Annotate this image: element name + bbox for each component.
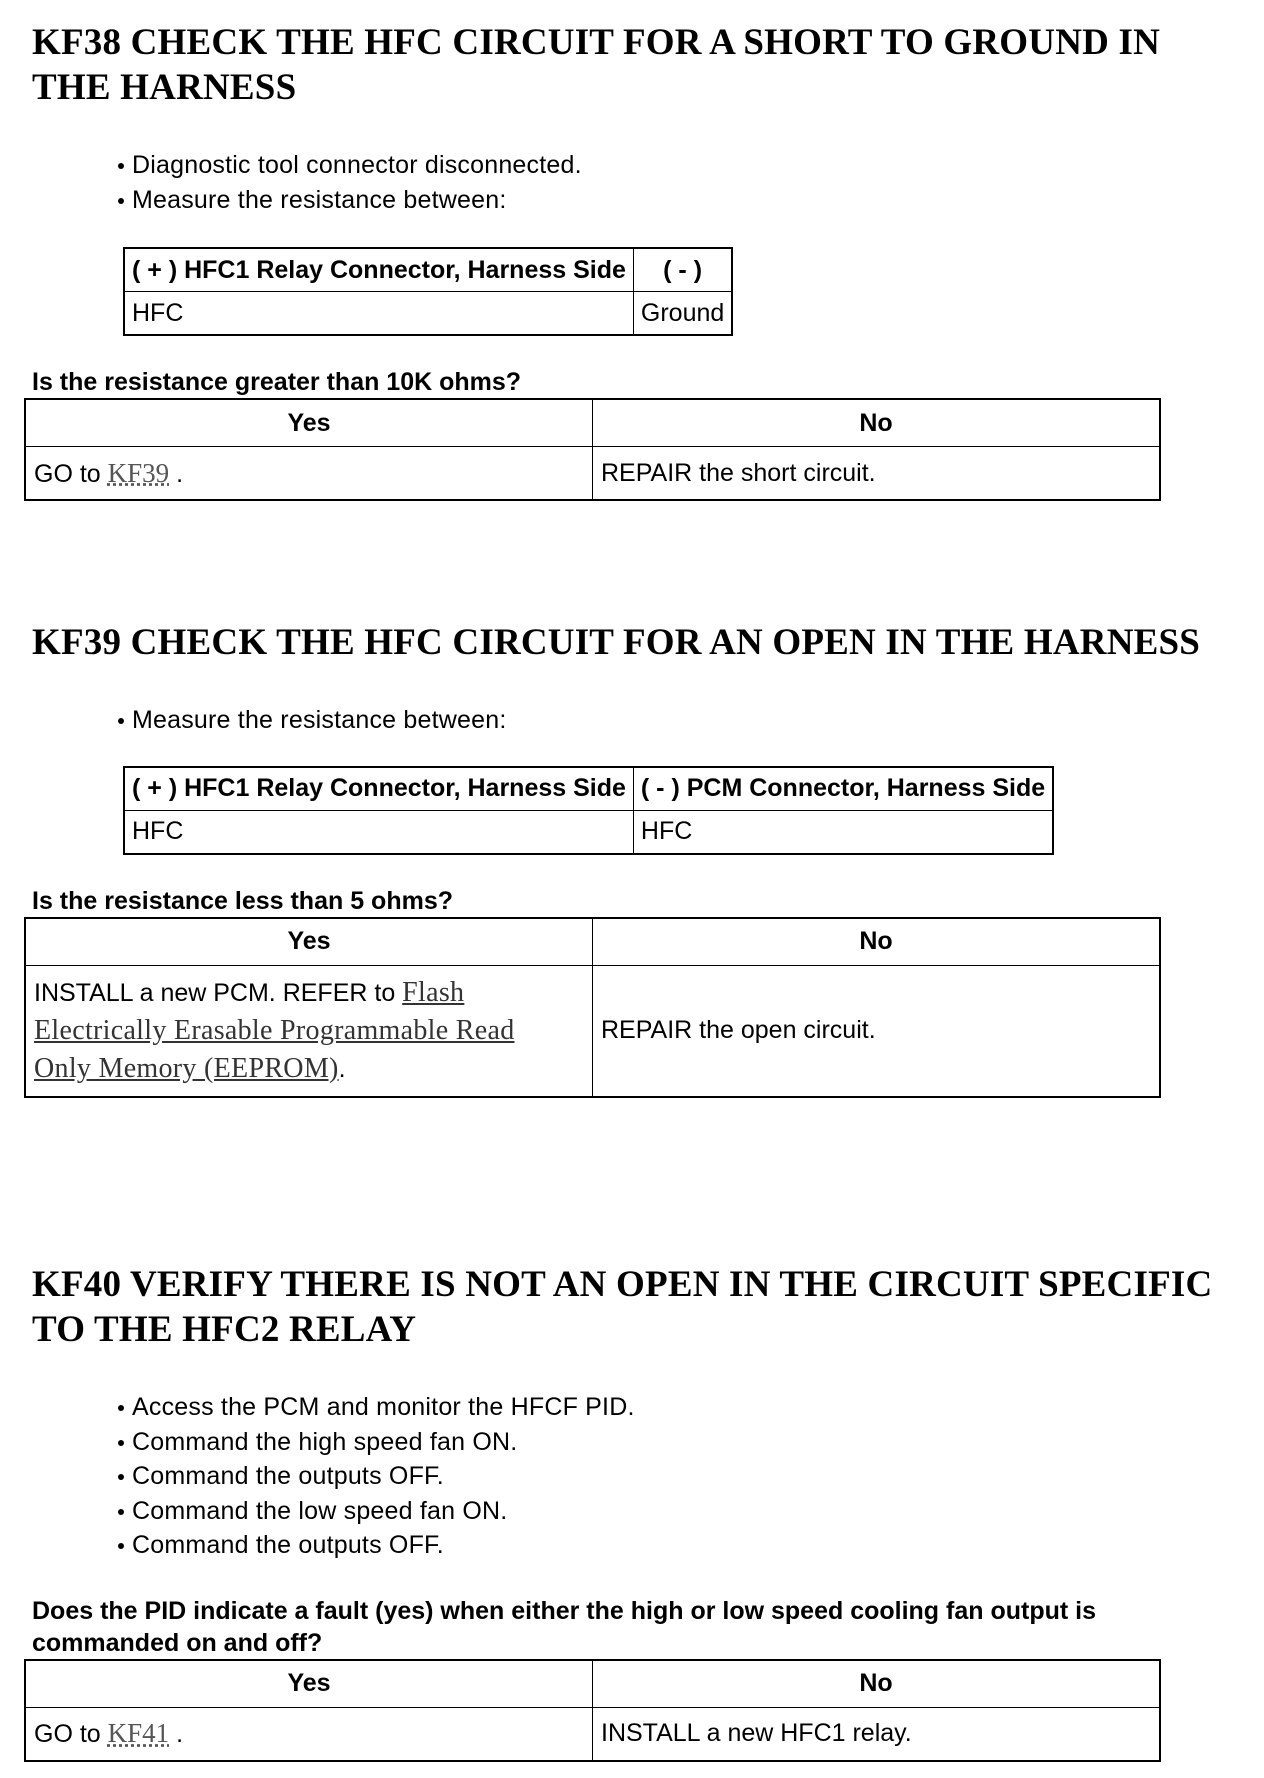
kf39-yes-suffix: . xyxy=(338,1054,346,1083)
kf39-yes-cell xyxy=(25,965,593,1097)
kf40-question: Does the PID indicate a fault (yes) when either the high or low speed cooling fan output is commanded on and off? xyxy=(32,1596,1097,1657)
kf38-answer-table xyxy=(24,398,1161,501)
kf39-question: Is the resistance less than 5 ohms? xyxy=(32,886,453,915)
kf40-goto-link[interactable]: KF41 xyxy=(107,1718,170,1748)
kf40-heading: KF40 VERIFY THERE IS NOT AN OPEN IN THE CIRCUIT SPECIFIC TO THE HFC2 RELAY xyxy=(32,1264,1213,1350)
kf40-step-4: Command the low speed fan ON. xyxy=(115,1494,1264,1529)
kf38-steps xyxy=(115,148,1264,217)
kf38-goto-link[interactable]: KF39 xyxy=(107,457,170,488)
kf39-heading: KF39 CHECK THE HFC CIRCUIT FOR AN OPEN IN THE HARNESS xyxy=(32,622,1201,663)
kf39-no-cell: REPAIR the open circuit. xyxy=(593,965,1161,1097)
kf40-answer-table xyxy=(24,1659,1161,1762)
kf40-yes-suffix: . xyxy=(176,1720,184,1748)
kf38-question: Is the resistance greater than 10K ohms? xyxy=(32,368,522,396)
kf38-yes-header: Yes xyxy=(25,399,593,447)
kf38-step-2: Measure the resistance between: xyxy=(115,183,1264,218)
kf40-no-cell: INSTALL a new HFC1 relay. xyxy=(593,1707,1161,1761)
kf39-step-1: Measure the resistance between: xyxy=(115,703,1264,738)
kf38-no-cell: REPAIR the short circuit. xyxy=(593,447,1161,501)
kf40-yes-header: Yes xyxy=(25,1660,593,1708)
kf39-yes-prefix: INSTALL a new PCM. REFER to xyxy=(34,978,396,1007)
kf38-yes-prefix: GO to xyxy=(34,459,101,488)
kf38-step-1: Diagnostic tool connector disconnected. xyxy=(115,148,1264,183)
kf40-steps xyxy=(115,1390,1264,1563)
kf40-step-1: Access the PCM and monitor the HFCF PID. xyxy=(115,1390,1264,1425)
kf38-measure-cell-positive: HFC xyxy=(124,292,633,336)
kf39-measure-header-negative: ( - ) PCM Connector, Harness Side xyxy=(633,767,1053,811)
section-kf38 xyxy=(0,20,1264,501)
kf39-eeprom-link[interactable]: Flash Electrically Erasable Programmable Read Only Memory (EEPROM) xyxy=(34,976,515,1084)
section-kf40 xyxy=(0,1262,1264,1762)
kf39-answer-table xyxy=(24,917,1161,1098)
kf38-measure-cell-negative: Ground xyxy=(633,292,732,336)
kf38-yes-suffix: . xyxy=(176,459,184,488)
kf38-yes-cell xyxy=(25,447,593,501)
kf39-measure-header-positive: ( + ) HFC1 Relay Connector, Harness Side xyxy=(124,767,633,811)
kf40-yes-prefix: GO to xyxy=(34,1720,101,1748)
kf38-heading: KF38 CHECK THE HFC CIRCUIT FOR A SHORT TO GROUND IN THE HARNESS xyxy=(32,22,1161,108)
kf39-no-header: No xyxy=(593,918,1161,966)
kf38-measure-header-positive: ( + ) HFC1 Relay Connector, Harness Side xyxy=(124,248,633,292)
kf39-measure-table xyxy=(123,766,1054,855)
kf38-measure-header-negative: ( - ) xyxy=(633,248,732,292)
kf38-measure-table xyxy=(123,247,733,336)
kf40-step-2: Command the high speed fan ON. xyxy=(115,1425,1264,1460)
kf40-no-header: No xyxy=(593,1660,1161,1708)
kf39-steps xyxy=(115,703,1264,738)
kf39-measure-cell-positive: HFC xyxy=(124,810,633,854)
kf38-no-header: No xyxy=(593,399,1161,447)
kf40-step-5: Command the outputs OFF. xyxy=(115,1528,1264,1563)
kf39-measure-cell-negative: HFC xyxy=(633,810,1053,854)
kf40-step-3: Command the outputs OFF. xyxy=(115,1459,1264,1494)
section-kf39 xyxy=(0,620,1264,1098)
kf39-yes-header: Yes xyxy=(25,918,593,966)
kf40-yes-cell xyxy=(25,1707,593,1761)
